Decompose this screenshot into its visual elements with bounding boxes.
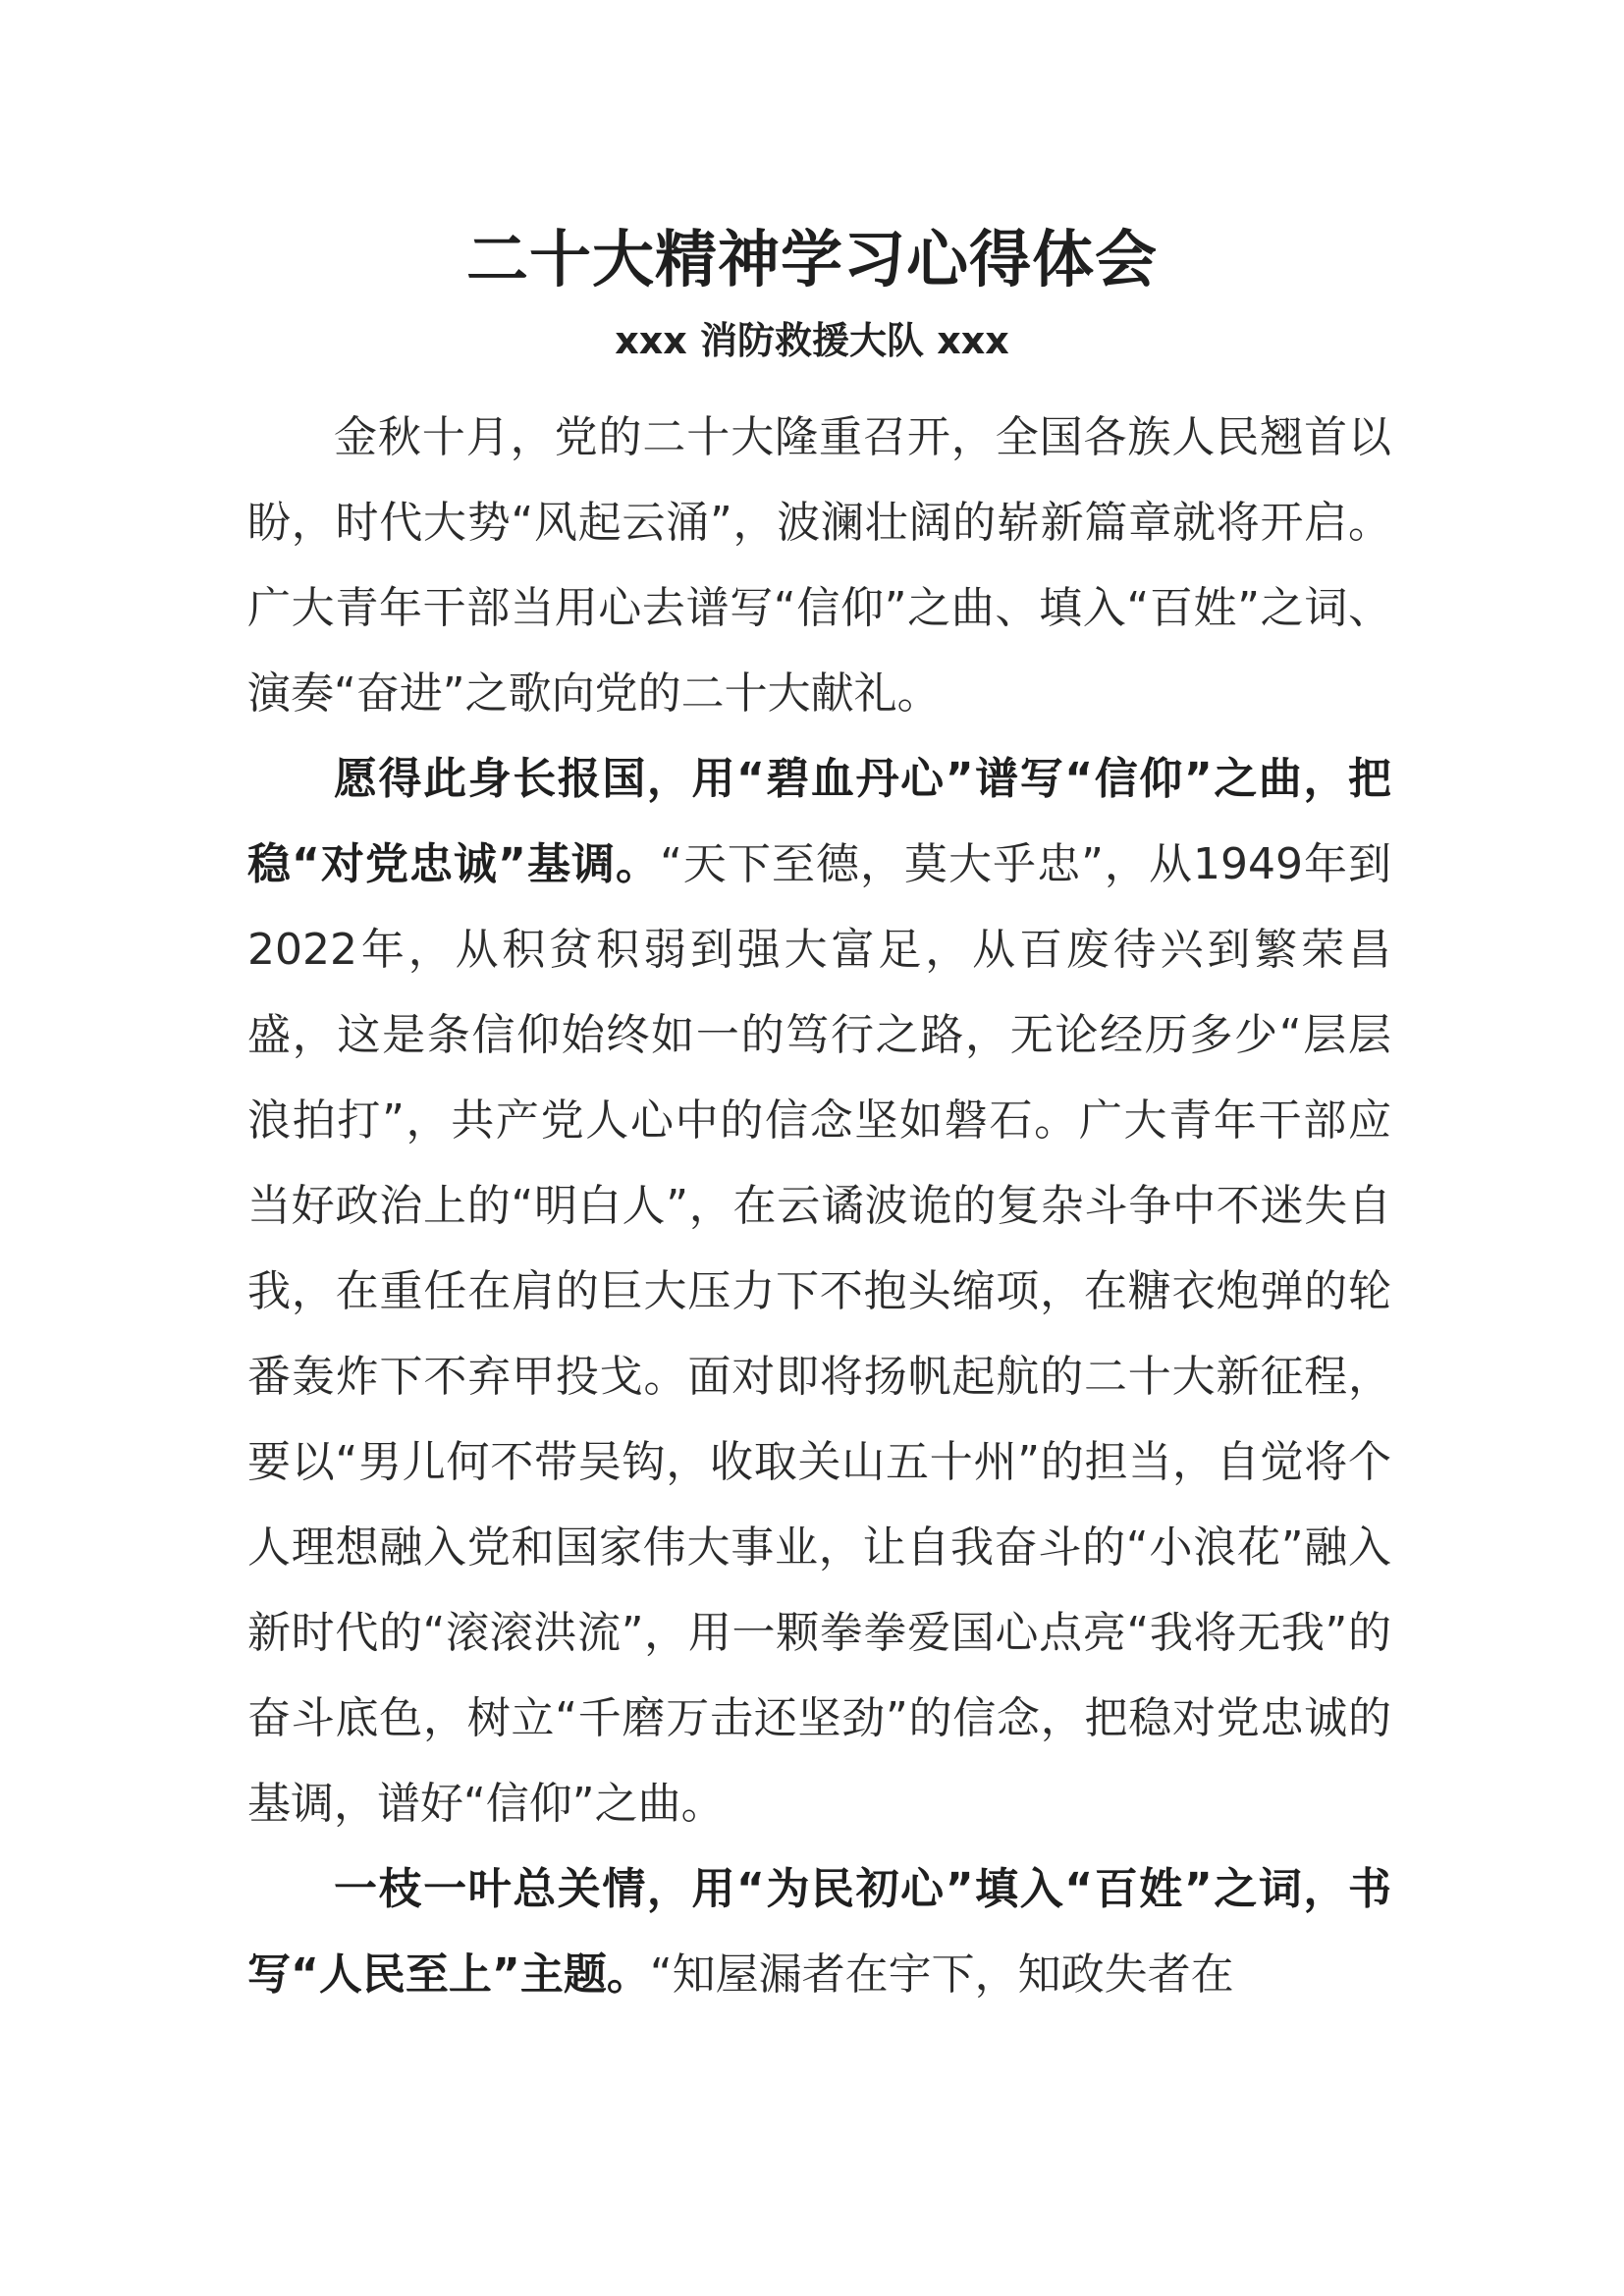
- paragraph-2-heading: 愿得此身长报国，用“碧血丹心”谱写“信仰”之曲，把稳“对党忠诚”基调。: [247, 754, 1391, 889]
- paragraph-1-text: 金秋十月，党的二十大隆重召开，全国各族人民翘首以盼，时代大势“风起云涌”，波澜壮阔的崭新篇章就将开启。广大青年干部当用心去谱写“信仰”之曲、填入“百姓”之词、演奏“奋进”之歌向党的二十大献礼。: [247, 412, 1391, 719]
- paragraph-3-heading: 一枝一叶总关情，用“为民初心”填入“百姓”之词，书写“人民至上”主题。: [247, 1864, 1391, 2000]
- document-body: [247, 395, 1391, 2017]
- document-author: xxx 消防救援大队 xxx: [615, 319, 1009, 362]
- paragraph-3: [247, 1846, 1391, 2017]
- document-title: 二十大精神学习心得体会: [466, 224, 1158, 295]
- paragraph-2-text: “天下至德，莫大乎忠”，从1949年到2022年，从积贫积弱到强大富足，从百废待兴到繁荣昌盛，这是条信仰始终如一的笃行之路，无论经历多少“层层浪拍打”，共产党人心中的信念坚如磐石。广大青年干部应当好政治上的“明白人”，在云谲波诡的复杂斗争中不迷失自我，在重任在肩的巨大压力下不抱头缩项，在糖衣炮弹的轮番轰炸下不弃甲投戈。面对即将扬帆起航的二十大新征程，要以“男儿何不带吴钩，收取关山五十州”的担当，自觉将个人理想融入党和国家伟大事业，让自我奋斗的“小浪花”融入新时代的“滚滚洪流”，用一颗拳拳爱国心点亮“我将无我”的奋斗底色，树立“千磨万击还坚劲”的信念，把稳对党忠诚的基调，谱好“信仰”之曲。: [247, 839, 1391, 1829]
- paragraph-2: [247, 736, 1391, 1846]
- paragraph-3-text: “知屋漏者在宇下，知政失者在: [649, 1949, 1234, 2000]
- paragraph-1: [247, 395, 1391, 736]
